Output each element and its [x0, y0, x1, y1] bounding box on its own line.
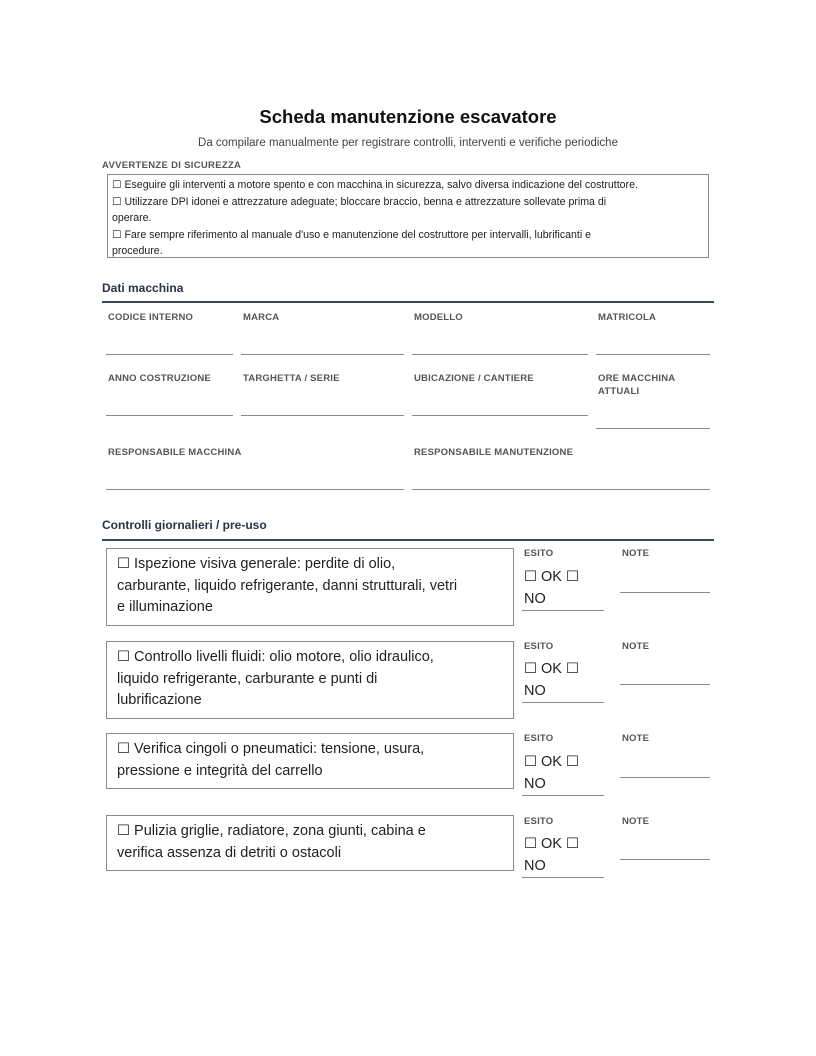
write-line [241, 415, 404, 416]
field-label: TARGHETTA / SERIE [243, 373, 340, 384]
note-label: NOTE [622, 548, 650, 559]
field-modello[interactable] [412, 311, 588, 355]
field-label-line-2: ATTUALI [598, 386, 640, 397]
field-label: MARCA [243, 312, 280, 323]
check-item-line: e illuminazione [117, 599, 213, 615]
safety-title: AVVERTENZE DI SICUREZZA [102, 160, 242, 171]
note-label: NOTE [622, 733, 650, 744]
note-label: NOTE [622, 641, 650, 652]
esito-no-option[interactable]: NO [524, 682, 546, 699]
safety-line-5: procedure. [112, 245, 163, 258]
safety-line-2: ☐ Utilizzare DPI idonei e attrezzature adeguate; bloccare braccio, benna e attrezzature sollevate prima di [112, 195, 607, 208]
esito-no-option[interactable]: NO [524, 857, 546, 874]
safety-notice-box [107, 174, 709, 258]
check-item-description[interactable] [106, 641, 514, 719]
note-write-line[interactable] [620, 684, 710, 685]
esito-label: ESITO [524, 733, 554, 744]
check-item-line: lubrificazione [117, 692, 202, 708]
section-title-machine: Dati macchina [102, 281, 184, 295]
field-targhetta-serie[interactable] [241, 372, 404, 416]
field-ubicazione-cantiere[interactable] [412, 372, 588, 416]
write-line [106, 354, 233, 355]
section-divider [102, 301, 714, 303]
esito-ok-option[interactable]: ☐ OK ☐ [524, 754, 580, 770]
field-ore-macchina[interactable] [596, 372, 710, 429]
write-line [106, 415, 233, 416]
esito-checkboxes[interactable] [522, 752, 604, 796]
esito-label: ESITO [524, 641, 554, 652]
section-title-daily-checks: Controlli giornalieri / pre-uso [102, 518, 267, 532]
esito-ok-option[interactable]: ☐ OK ☐ [524, 661, 580, 677]
write-line [106, 489, 404, 490]
field-label: CODICE INTERNO [108, 312, 194, 323]
page-title: Scheda manutenzione escavatore [259, 106, 557, 127]
note-write-line[interactable] [620, 859, 710, 860]
write-line [596, 428, 710, 429]
esito-label: ESITO [524, 816, 554, 827]
safety-line-3: operare. [112, 212, 152, 225]
safety-line-4: ☐ Fare sempre riferimento al manuale d'uso e manutenzione del costruttore per intervalli, lubrificanti e [112, 228, 592, 241]
write-line [412, 354, 588, 355]
section-divider [102, 539, 714, 541]
field-label: RESPONSABILE MANUTENZIONE [414, 447, 574, 458]
esito-checkboxes[interactable] [522, 659, 604, 703]
check-item-line: verifica assenza di detriti o ostacoli [117, 844, 342, 861]
esito-ok-option[interactable]: ☐ OK ☐ [524, 569, 580, 585]
field-label: ANNO COSTRUZIONE [108, 373, 211, 384]
esito-no-option[interactable]: NO [524, 775, 546, 792]
field-label: MATRICOLA [598, 312, 657, 323]
note-label: NOTE [622, 816, 650, 827]
note-write-line[interactable] [620, 592, 710, 593]
note-write-line[interactable] [620, 777, 710, 778]
write-line [412, 489, 710, 490]
field-matricola[interactable] [596, 311, 710, 355]
check-item-description[interactable] [106, 733, 514, 789]
field-label: MODELLO [414, 312, 463, 323]
write-line [412, 415, 588, 416]
field-codice-interno[interactable] [106, 311, 233, 355]
check-item-line: pressione e integrità del carrello [117, 762, 323, 779]
check-item-line: ☐ Ispezione visiva generale: perdite di olio, [117, 556, 396, 572]
esito-no-option[interactable]: NO [524, 590, 546, 607]
check-item-line: ☐ Verifica cingoli o pneumatici: tensione, usura, [117, 741, 425, 757]
write-line [596, 354, 710, 355]
check-item-line: ☐ Controllo livelli fluidi: olio motore, olio idraulico, [117, 649, 434, 665]
check-item-description[interactable] [106, 815, 514, 871]
safety-line-1: ☐ Eseguire gli interventi a motore spento e con macchina in sicurezza, salvo diversa indicazione del costruttore. [112, 179, 638, 191]
field-label: RESPONSABILE MACCHINA [108, 447, 242, 458]
esito-label: ESITO [524, 548, 554, 559]
field-label-line-1: ORE MACCHINA [598, 373, 676, 384]
check-item-line: ☐ Pulizia griglie, radiatore, zona giunti, cabina e [117, 823, 426, 839]
field-responsabile-macchina[interactable] [106, 446, 404, 490]
field-anno-costruzione[interactable] [106, 372, 233, 416]
check-item-line: carburante, liquido refrigerante, danni strutturali, vetri [117, 577, 458, 594]
write-line [241, 354, 404, 355]
field-label: UBICAZIONE / CANTIERE [414, 373, 534, 384]
check-item-description[interactable] [106, 548, 514, 626]
esito-checkboxes[interactable] [522, 834, 604, 878]
esito-ok-option[interactable]: ☐ OK ☐ [524, 836, 580, 852]
field-marca[interactable] [241, 311, 404, 355]
esito-checkboxes[interactable] [522, 567, 604, 611]
field-responsabile-manutenzione[interactable] [412, 446, 710, 490]
check-item-line: liquido refrigerante, carburante e punti di [117, 670, 378, 687]
page-subtitle: Da compilare manualmente per registrare controlli, interventi e verifiche periodiche [198, 137, 618, 149]
